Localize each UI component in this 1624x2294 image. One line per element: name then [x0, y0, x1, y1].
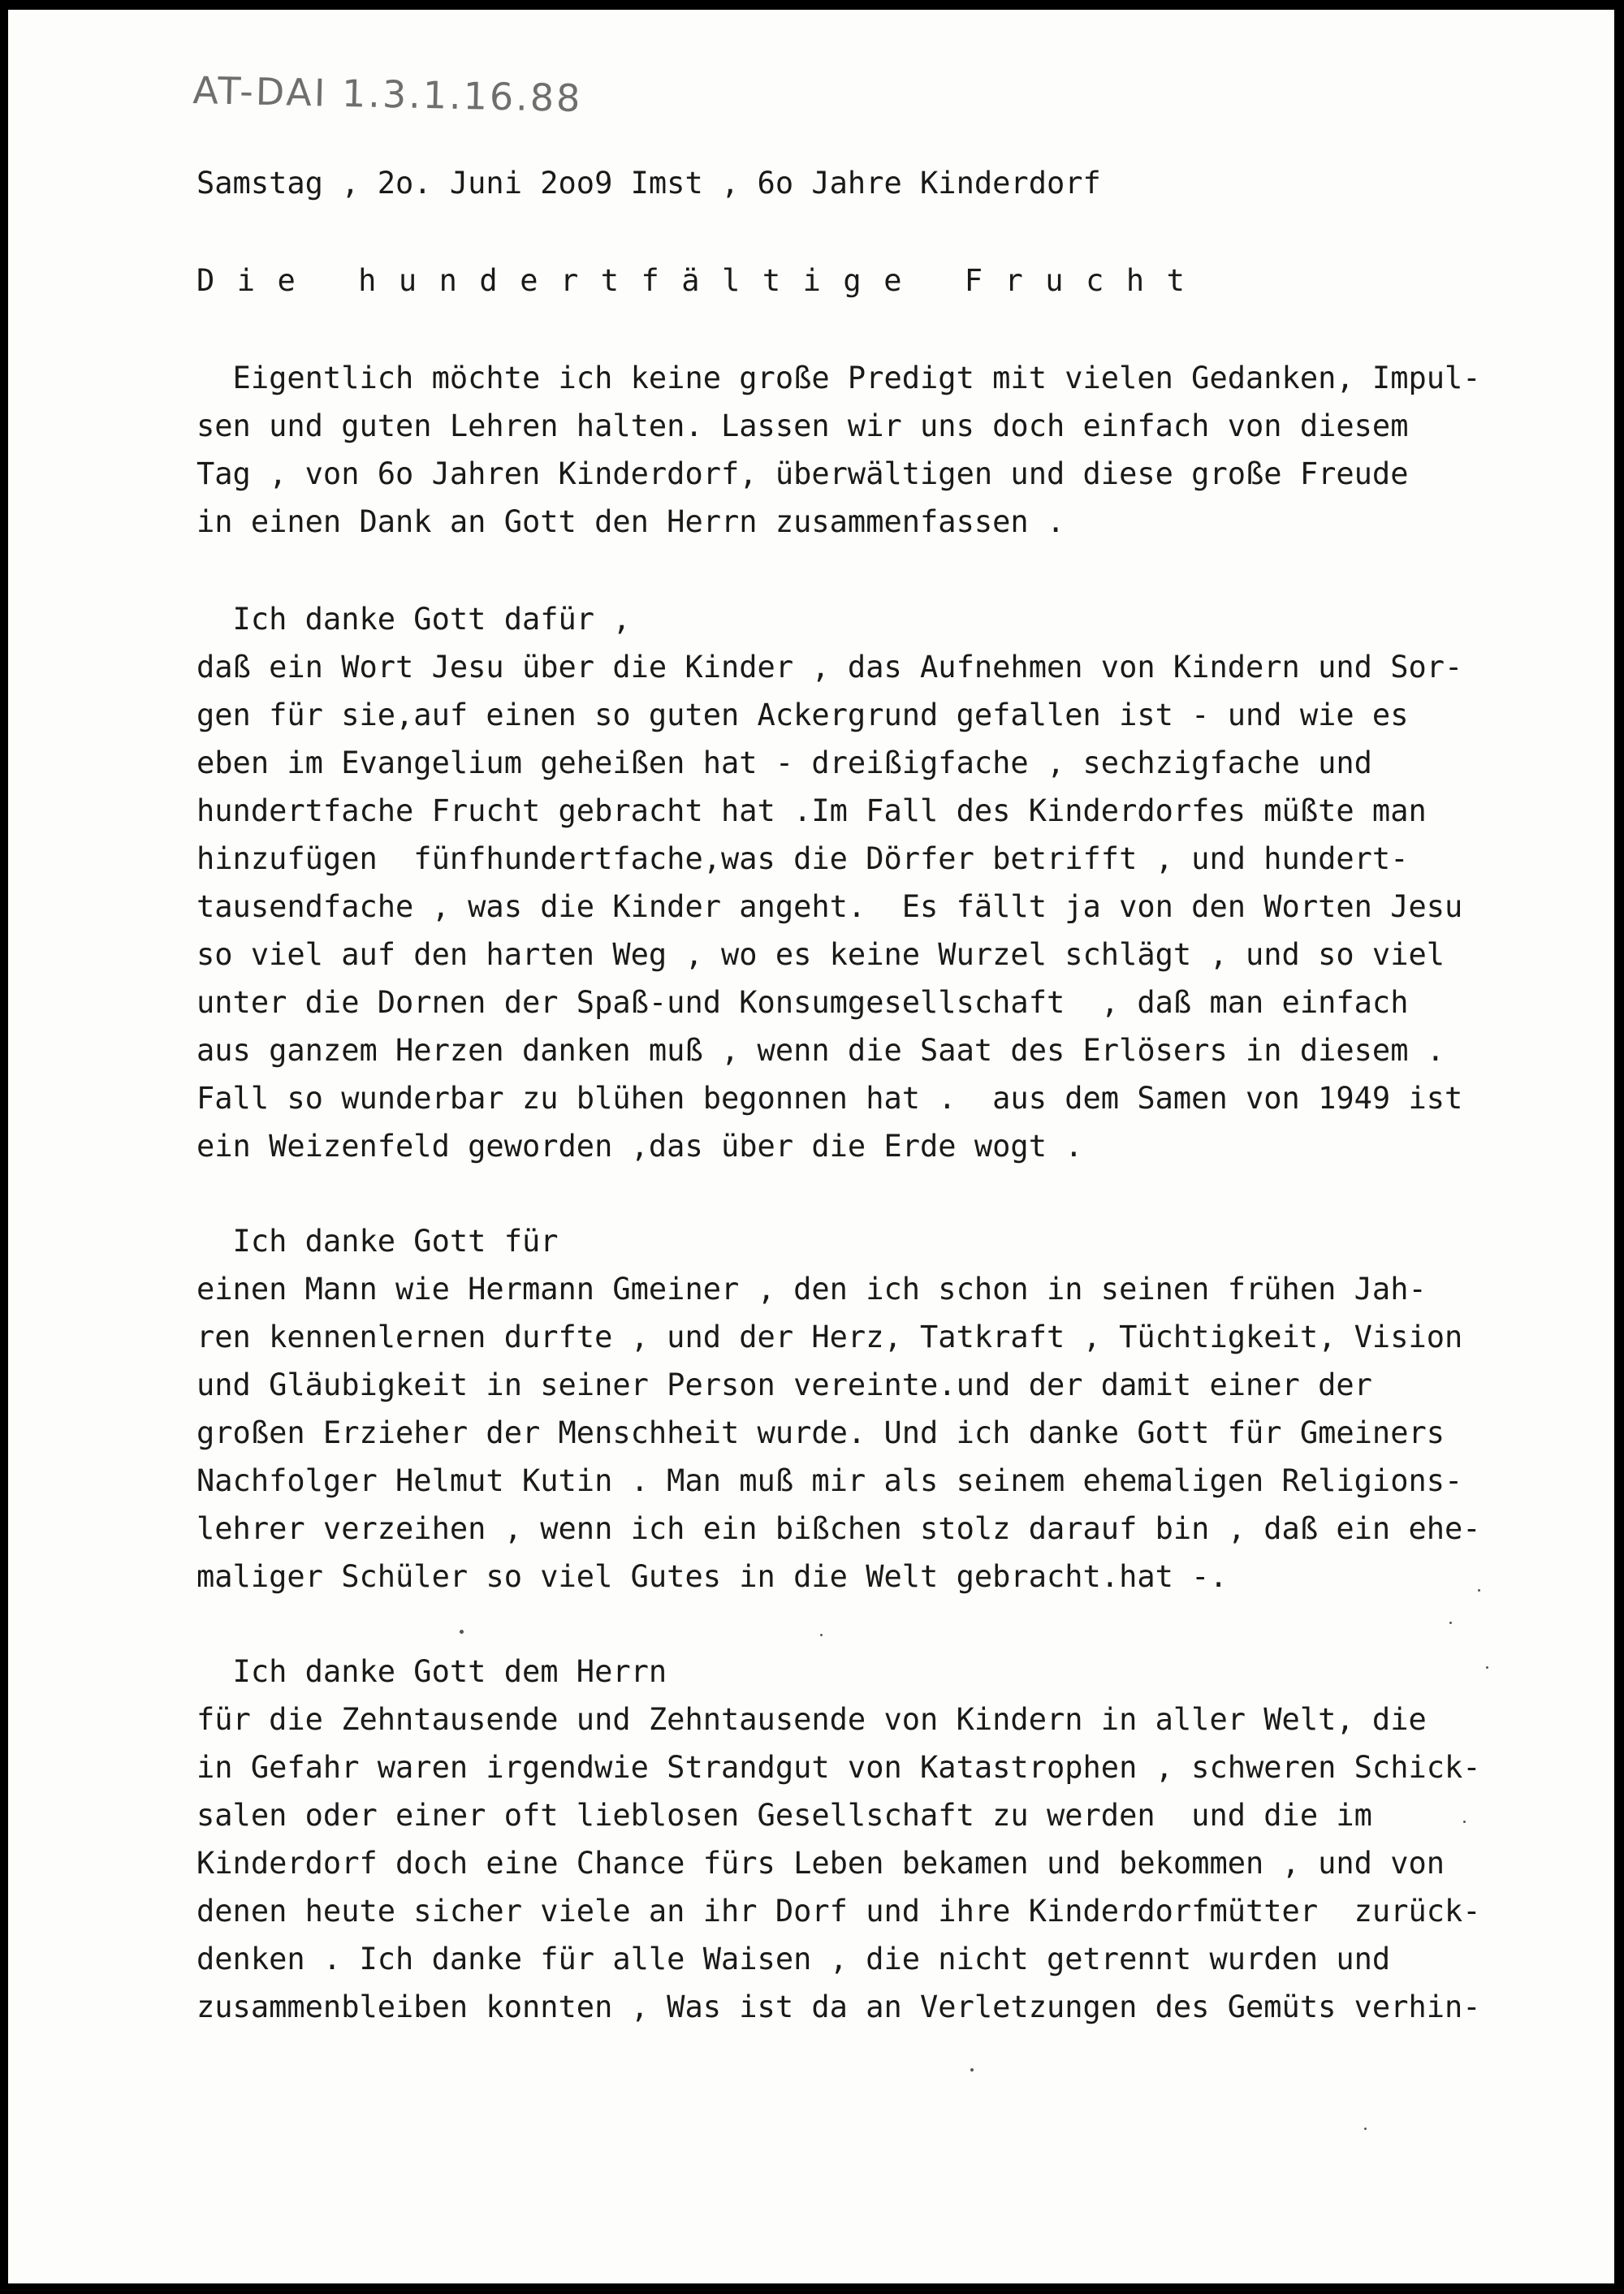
text-line: in Gefahr waren irgendwie Strandgut von Katastrophen , schweren Schick- [197, 1750, 1481, 1785]
text-line: ein Weizenfeld geworden ,das über die Erde wogt . [197, 1129, 1083, 1164]
text-line: Ich danke Gott dem Herrn [197, 1654, 667, 1689]
text-line: Ich danke Gott dafür , [197, 602, 631, 637]
text-line: Eigentlich möchte ich keine große Predigt mit vielen Gedanken, Impul- [197, 361, 1481, 395]
text-line: eben im Evangelium geheißen hat - dreißigfache , sechzigfache und [197, 745, 1372, 780]
text-line: in einen Dank an Gott den Herrn zusammenfassen . [197, 504, 1065, 539]
paragraph-1 [197, 354, 1481, 546]
text-line: so viel auf den harten Weg , wo es keine Wurzel schlägt , und so viel [197, 937, 1445, 972]
scan-speck [1486, 1666, 1488, 1669]
text-line: salen oder einer oft lieblosen Gesellschaft zu werden und die im [197, 1798, 1372, 1833]
text-line: maliger Schüler so viel Gutes in die Welt gebracht.hat -. [197, 1559, 1228, 1594]
scan-speck [1364, 2128, 1367, 2130]
text-line: unter die Dornen der Spaß-und Konsumgesellschaft , daß man einfach [197, 985, 1409, 1020]
paragraph-4 [197, 1648, 1481, 2031]
sermon-title: Die hundertfältige Frucht [197, 263, 1207, 298]
text-line: Tag , von 6o Jahren Kinderdorf, überwältigen und diese große Freude [197, 456, 1409, 491]
paragraph-2 [197, 595, 1462, 1170]
text-line: daß ein Wort Jesu über die Kinder , das Aufnehmen von Kindern und Sor- [197, 650, 1463, 685]
text-line: Nachfolger Helmut Kutin . Man muß mir als seinem ehemaligen Religions- [197, 1463, 1463, 1498]
text-line: einen Mann wie Hermann Gmeiner , den ich schon in seinen frühen Jah- [197, 1272, 1427, 1307]
text-line: großen Erzieher der Menschheit wurde. Und ich danke Gott für Gmeiners [197, 1415, 1445, 1450]
text-line: hundertfache Frucht gebracht hat .Im Fall des Kinderdorfes müßte man [197, 793, 1427, 828]
scan-speck [1449, 1622, 1452, 1624]
text-line: und Gläubigkeit in seiner Person vereinte.und der damit einer der [197, 1367, 1372, 1402]
text-line: Fall so wunderbar zu blühen begonnen hat . aus dem Samen von 1949 ist [197, 1081, 1463, 1116]
text-line: lehrer verzeihen , wenn ich ein bißchen stolz darauf bin , daß ein ehe- [197, 1511, 1481, 1546]
text-line: denen heute sicher viele an ihr Dorf und ihre Kinderdorfmütter zurück- [197, 1894, 1481, 1929]
text-line: Kinderdorf doch eine Chance fürs Leben bekamen und bekommen , und von [197, 1846, 1445, 1881]
text-line: zusammenbleiben konnten , Was ist da an Verletzungen des Gemüts verhin- [197, 1989, 1481, 2024]
date-line: Samstag , 2o. Juni 2oo9 Imst , 6o Jahre Kinderdorf [197, 166, 1101, 201]
text-line: aus ganzem Herzen danken muß , wenn die Saat des Erlösers in diesem . [197, 1033, 1445, 1068]
text-line: Ich danke Gott für [197, 1224, 559, 1259]
scan-speck [1478, 1589, 1480, 1592]
scan-speck [970, 2068, 974, 2072]
paragraph-3 [197, 1217, 1481, 1601]
scan-speck [1463, 1821, 1466, 1823]
scan-speck [460, 1630, 464, 1634]
document-page [8, 10, 1614, 2283]
text-line: ren kennenlernen durfte , und der Herz, Tatkraft , Tüchtigkeit, Vision [197, 1320, 1463, 1354]
text-line: denken . Ich danke für alle Waisen , die nicht getrennt wurden und [197, 1942, 1391, 1976]
archive-signature: AT-DAI 1.3.1.16.88 [192, 68, 583, 121]
text-line: für die Zehntausende und Zehntausende von Kindern in aller Welt, die [197, 1702, 1427, 1737]
text-line: sen und guten Lehren halten. Lassen wir uns doch einfach von diesem [197, 408, 1409, 443]
scan-speck [820, 1634, 823, 1636]
text-line: tausendfache , was die Kinder angeht. Es fällt ja von den Worten Jesu [197, 889, 1463, 924]
text-line: hinzufügen fünfhundertfache,was die Dörfer betrifft , und hundert- [197, 841, 1409, 876]
text-line: gen für sie,auf einen so guten Ackergrund gefallen ist - und wie es [197, 698, 1409, 732]
